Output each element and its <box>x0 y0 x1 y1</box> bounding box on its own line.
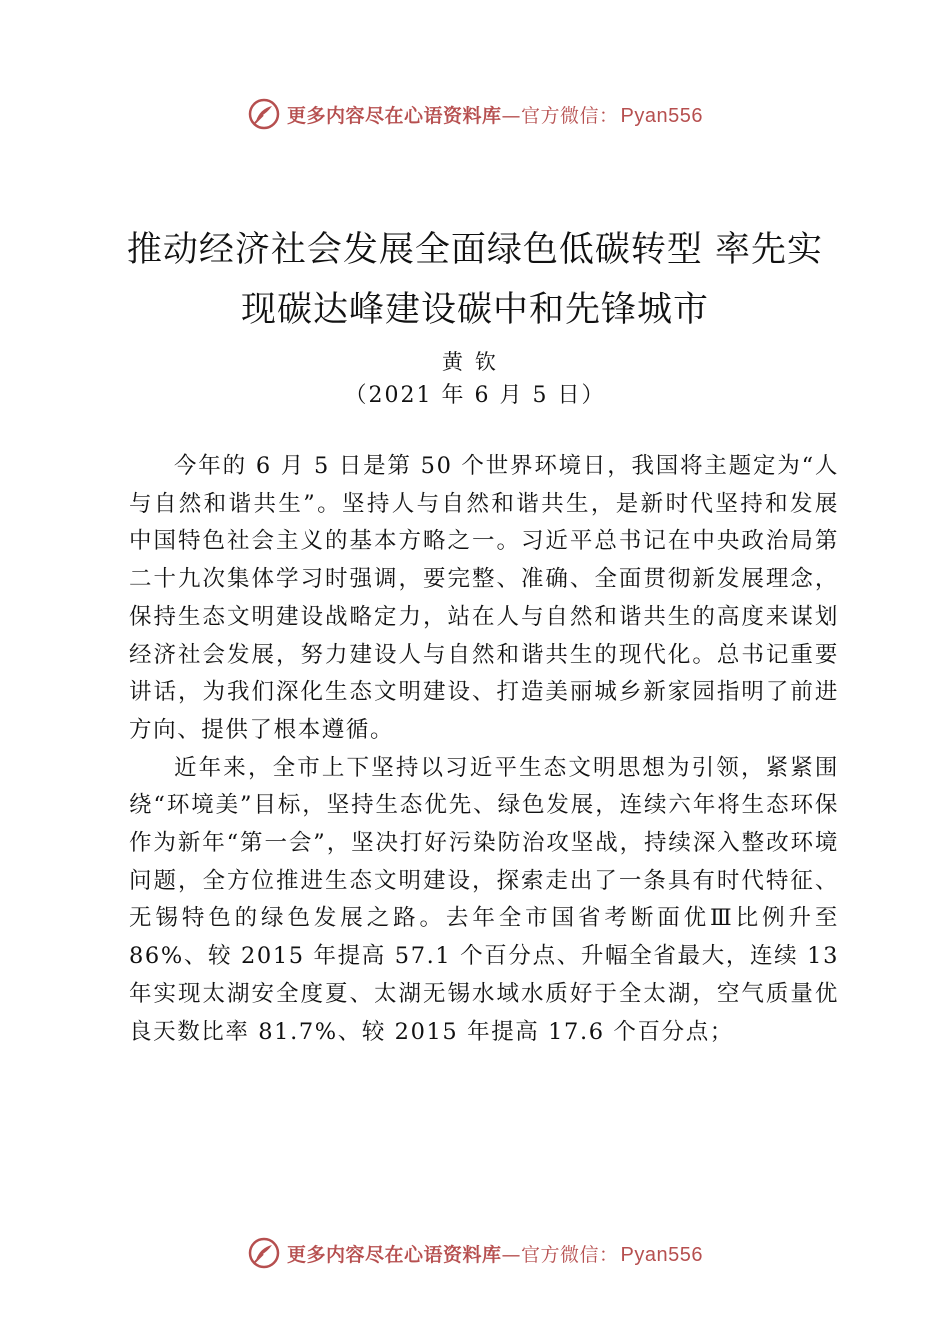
banner-separator: — <box>501 104 522 127</box>
article-body <box>129 448 839 1051</box>
paragraph-2: 近年来，全市上下坚持以习近平生态文明思想为引领，紧紧围绕“环境美”目标，坚持生态优先、绿色发展，连续六年将生态环保作为新年“第一会”，坚决打好污染防治攻坚战，持续深入整改环境问题，全方位推进生态文明建设，探索走出了一条具有时代特征、无锡特色的绿色发展之路。去年全市国省考断面优Ⅲ比例升至 86%、较 2015 年提高 57.1 个百分点、升幅全省最大，连续 13 年实现太湖安全度夏、太湖无锡水域水质好于全太湖，空气质量优良天数比率 81.7%、较 2015 年提高 17.6 个百分点； <box>129 754 839 1045</box>
logo-icon <box>247 97 281 131</box>
title-line-2: 现碳达峰建设碳中和先锋城市 <box>240 290 709 330</box>
date: （2021 年 6 月 5 日） <box>344 383 606 408</box>
document-title <box>60 220 890 340</box>
banner-text <box>287 1240 703 1267</box>
author: 黄钦 <box>442 350 508 374</box>
paragraph-1: 今年的 6 月 5 日是第 50 个世界环境日，我国将主题定为“人与自然和谐共生”。坚持人与自然和谐共生，是新时代坚持和发展中国特色社会主义的基本方略之一。习近平总书记在中央政治局第二十九次集体学习时强调，要完整、准确、全面贯彻新发展理念，保持生态文明建设战略定力，站在人与自然和谐共生的高度来谋划经济社会发展，努力建设人与自然和谐共生的现代化。总书记重要讲话，为我们深化生态文明建设、打造美丽城乡新家园指明了前进方向、提供了根本遵循。 <box>129 453 839 743</box>
banner-label: 官方微信： <box>521 1243 619 1266</box>
banner-separator: — <box>501 1243 522 1266</box>
banner-handle: Pyan556 <box>620 104 703 127</box>
banner-brand: 更多内容尽在心语资料库 <box>287 1243 502 1266</box>
banner-label: 官方微信： <box>521 104 619 127</box>
title-line-1: 推动经济社会发展全面绿色低碳转型 率先实 <box>126 230 824 270</box>
footer-banner <box>0 1233 950 1273</box>
header-banner <box>0 94 950 134</box>
banner-text <box>287 101 703 128</box>
banner-handle: Pyan556 <box>620 1243 703 1266</box>
logo-icon <box>247 1236 281 1270</box>
banner-brand: 更多内容尽在心语资料库 <box>287 104 502 127</box>
